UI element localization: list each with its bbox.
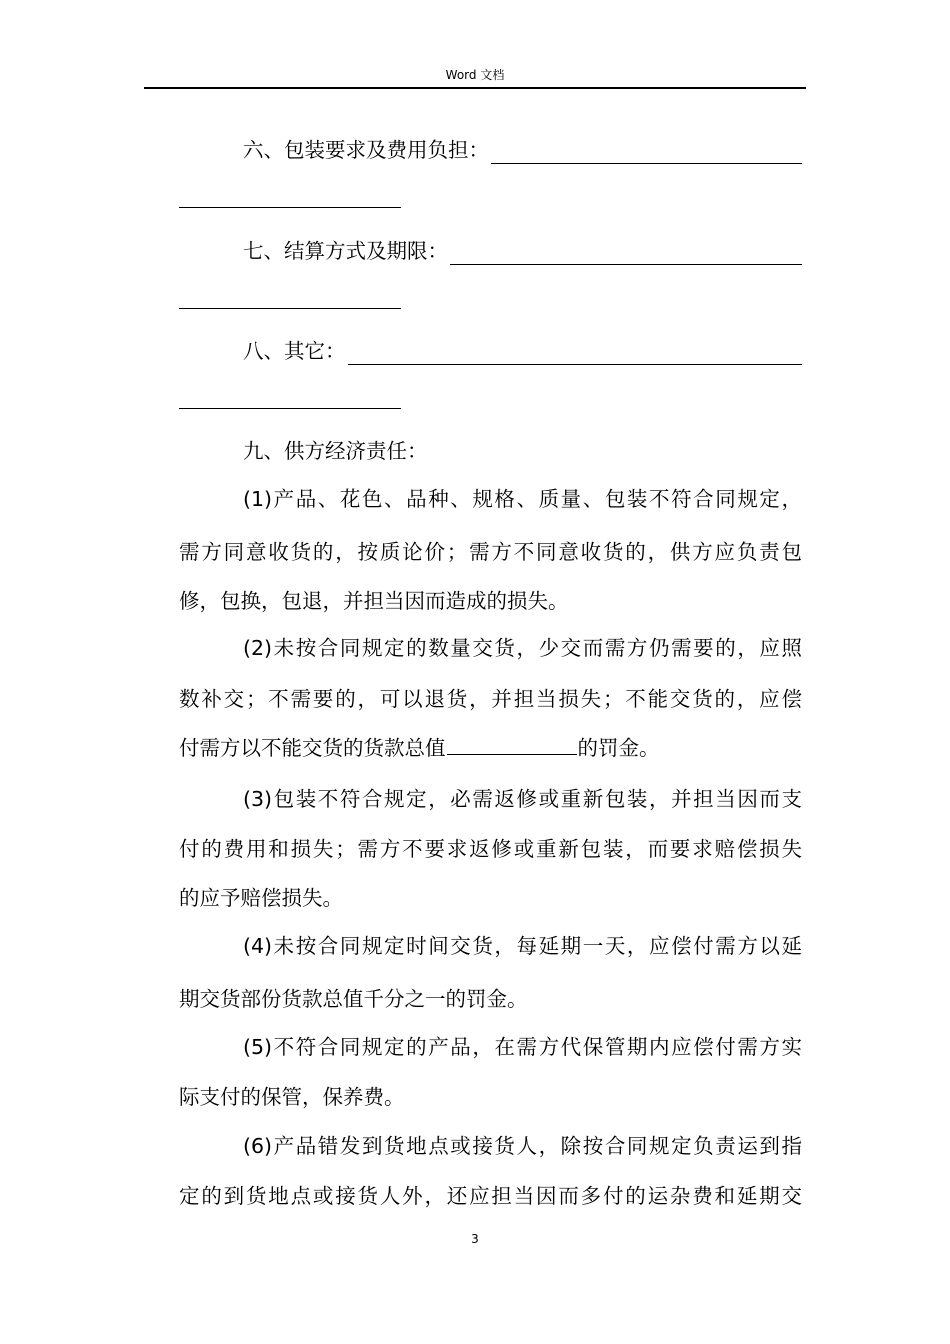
section-eight-blank-continued[interactable] — [179, 408, 401, 409]
clause-2-line-3-after: 的罚金。 — [577, 736, 660, 760]
clause-5-line-1: (5)不符合同规定的产品，在需方代保管期内应偿付需方实 — [243, 1035, 802, 1059]
clause-2-line-3-before: 付需方以不能交货的货款总值 — [179, 736, 446, 760]
clause-2-line-2: 数补交；不需要的，可以退货，并担当损失；不能交货的，应偿 — [179, 687, 802, 711]
clause-3-line-2: 付的费用和损失；需方不要求返修或重新包装，而要求赔偿损失 — [179, 837, 802, 861]
section-eight-line — [243, 337, 802, 365]
clause-2-line-3 — [179, 734, 802, 762]
clause-1-line-3: 修，包换，包退，并担当因而造成的损失。 — [179, 589, 569, 613]
section-seven-label: 七、结算方式及期限： — [243, 239, 448, 263]
page-number: 3 — [471, 1232, 479, 1246]
clause-6-line-2: 定的到货地点或接货人外，还应担当因而多付的运杂费和延期交 — [179, 1184, 802, 1208]
section-eight-blank[interactable] — [348, 342, 803, 365]
section-seven-blank-continued[interactable] — [179, 308, 401, 309]
clause-4-line-2: 期交货部份货款总值千分之一的罚金。 — [179, 987, 528, 1011]
clause-2-line-1: (2)未按合同规定的数量交货，少交而需方仍需要的，应照 — [243, 636, 802, 660]
section-six-blank[interactable] — [491, 141, 802, 164]
clause-4-line-1: (4)未按合同规定时间交货，每延期一天，应偿付需方以延 — [243, 934, 802, 958]
clause-1-line-1: (1)产品、花色、品种、规格、质量、包装不符合同规定， — [243, 487, 802, 511]
section-eight-label: 八、其它： — [243, 339, 346, 363]
penalty-amount-blank[interactable] — [447, 734, 577, 755]
section-six-line — [243, 136, 802, 164]
section-seven-line — [243, 237, 802, 265]
clause-1-line-2: 需方同意收货的，按质论价；需方不同意收货的，供方应负责包 — [179, 540, 802, 564]
clause-3-line-1: (3)包装不符合规定，必需返修或重新包装，并担当因而支 — [243, 787, 802, 811]
header-divider — [144, 87, 806, 89]
section-six-label: 六、包装要求及费用负担： — [243, 138, 489, 162]
section-nine-heading: 九、供方经济责任： — [243, 439, 428, 463]
section-six-blank-continued[interactable] — [179, 207, 401, 208]
clause-6-line-1: (6)产品错发到货地点或接货人，除按合同规定负责运到指 — [243, 1134, 802, 1158]
clause-3-line-3: 的应予赔偿损失。 — [179, 886, 343, 910]
clause-5-line-2: 际支付的保管，保养费。 — [179, 1085, 405, 1109]
section-seven-blank[interactable] — [450, 242, 802, 265]
page-header-title: Word 文档 — [445, 68, 505, 82]
